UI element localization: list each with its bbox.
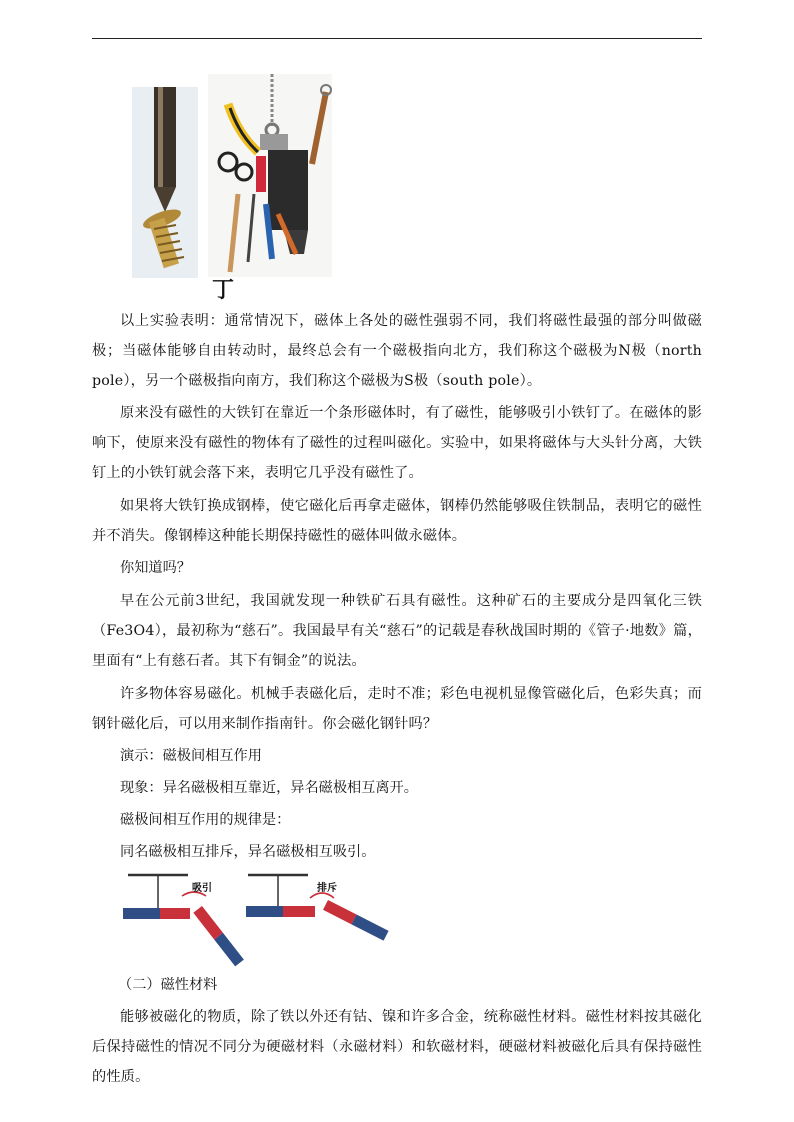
did-you-know-heading: 你知道吗？ (120, 560, 191, 576)
paragraph-magnetization-effects: 许多物体容易磁化。机械手表磁化后，走时不准；彩色电视机显像管磁化后，色彩失真；而钢针磁化后，可以用来制作指南针。你会磁化钢针吗？ (92, 686, 702, 732)
attract-label: 吸引 (192, 883, 212, 894)
paragraph-permanent-magnet: 如果将大铁钉换成钢棒，使它磁化后再拿走磁体，钢棒仍然能够吸住铁制品，表明它的磁性并不消失。像钢棒这种能长期保持磁性的磁体叫做永磁体。 (92, 498, 702, 544)
paragraph-lodestone-history: 早在公元前3世纪，我国就发现一种铁矿石具有磁性。这种矿石的主要成分是四氧化三铁（Fe3O4），最初称为“慈石”。我国最早有关“慈石”的记载是春秋战国时期的《管子·地数》篇，里面有“上有慈石者。其下有铜金”的说法。 (92, 593, 702, 669)
right-tilted-magnet (323, 900, 389, 941)
left-tilted-magnet (193, 906, 244, 966)
repel-label: 排斥 (317, 883, 337, 894)
section-heading-magnetic-materials: （二）磁性材料 (118, 977, 218, 993)
tools-on-magnet-photo (208, 74, 332, 277)
rule-text-line: 同名磁极相互排斥，异名磁极相互吸引。 (120, 844, 376, 860)
left-hanging-magnet (123, 908, 190, 919)
right-hanging-magnet (246, 906, 315, 917)
paragraph-magnetic-materials: 能够被磁化的物质，除了铁以外还有钴、镍和许多合金，统称磁性材料。磁性材料按其磁化后保持磁性的情况不同分为硬磁材料（永磁材料）和软磁材料，硬磁材料被磁化后具有保持磁性的性质。 (92, 1009, 702, 1085)
paragraph-magnetization: 原来没有磁性的大铁钉在靠近一个条形磁体时，有了磁性，能够吸引小铁钉了。在磁体的影响下，使原来没有磁性的物体有了磁性的过程叫磁化。实验中，如果将磁体与大头针分离，大铁钉上的小铁钉就会落下来，表明它几乎没有磁性了。 (92, 405, 702, 481)
demo-line: 演示：磁极间相互作用 (120, 748, 262, 764)
paragraph-magnetic-poles: 以上实验表明：通常情况下，磁体上各处的磁性强弱不同，我们将磁性最强的部分叫做磁极；当磁体能够自由转动时，最终总会有一个磁极指向北方，我们称这个磁极为N极（north pole），另一个磁极指向南方，我们称这个磁极为S极（south pole）。 (92, 313, 702, 389)
figure-label: 丁 (212, 278, 235, 303)
header-rule (92, 38, 702, 39)
phenomenon-line: 现象：异名磁极相互靠近，异名磁极相互离开。 (120, 780, 418, 796)
rule-title-line: 磁极间相互作用的规律是： (120, 812, 291, 828)
magnet-interaction-figure (118, 870, 398, 970)
screw-nail-photo (132, 87, 198, 278)
